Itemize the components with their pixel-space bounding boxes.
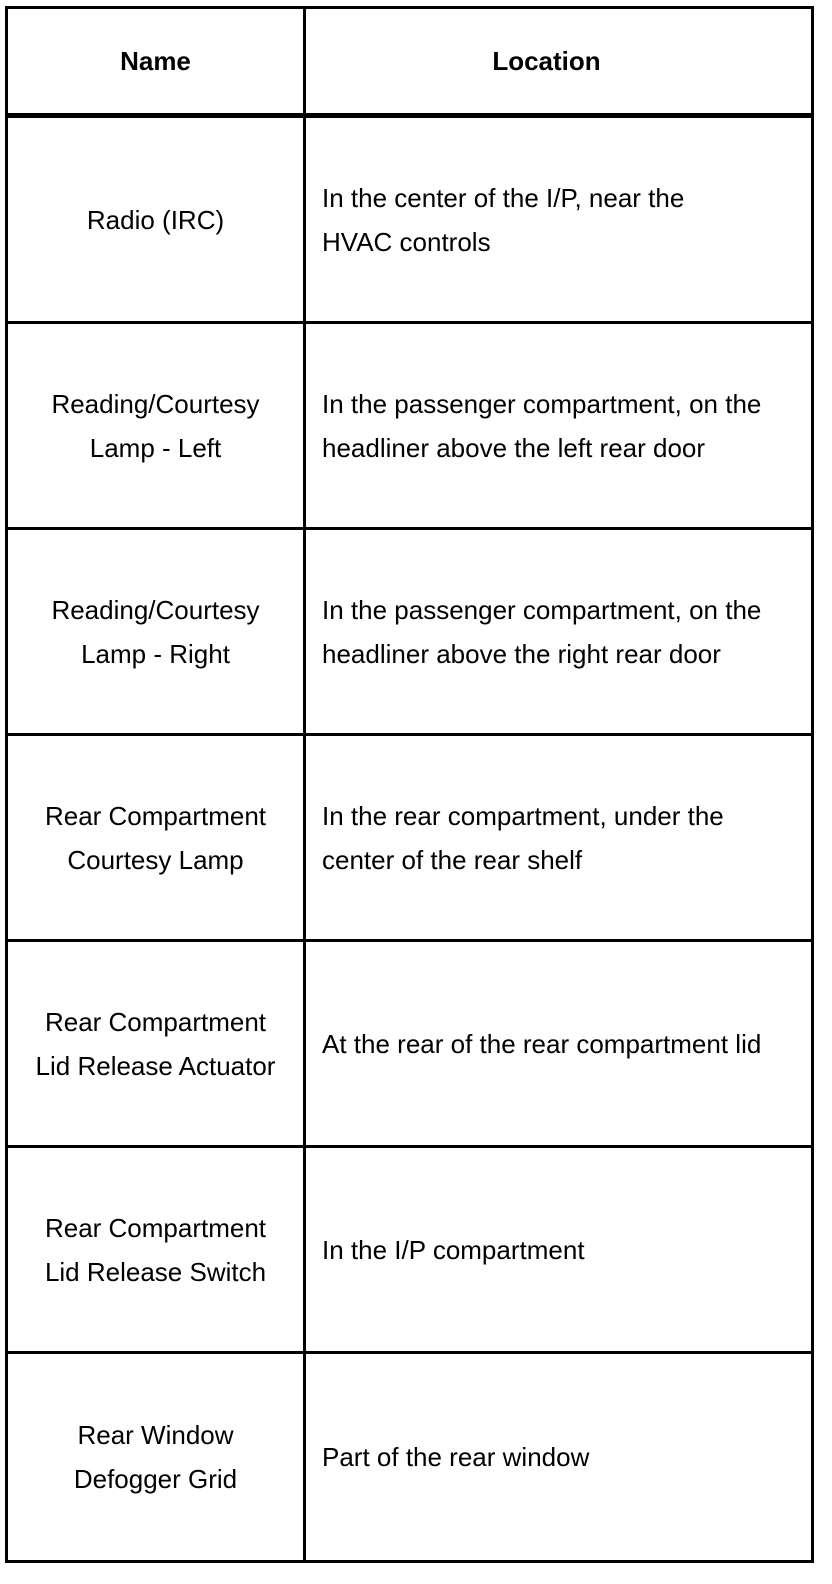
row-3-name-cell <box>8 530 306 736</box>
row-1-name-cell <box>8 118 306 324</box>
row-5-location-cell <box>306 942 811 1148</box>
row-6-name-cell <box>8 1148 306 1354</box>
row-2-name: Reading/Courtesy Lamp - Left <box>51 388 260 463</box>
row-6-name: Rear Compartment Lid Release Switch <box>44 1212 267 1287</box>
row-1-location-cell <box>306 118 811 324</box>
header-name <box>8 9 306 118</box>
header-location-label: Location <box>492 46 601 76</box>
row-4-location: In the rear compartment, under the center of the rear shelf <box>322 800 724 875</box>
row-4-name-cell <box>8 736 306 942</box>
row-1-name: Radio (IRC) <box>86 204 225 235</box>
row-3-name: Reading/Courtesy Lamp - Right <box>51 594 260 669</box>
component-location-table <box>5 6 814 1563</box>
row-2-location: In the passenger compartment, on the headliner above the left rear door <box>322 388 762 463</box>
row-4-name: Rear Compartment Courtesy Lamp <box>44 800 267 875</box>
row-4-location-cell <box>306 736 811 942</box>
row-7-name: Rear Window Defogger Grid <box>73 1420 238 1494</box>
row-7-name-cell <box>8 1354 306 1560</box>
row-1-location: In the center of the I/P, near the HVAC controls <box>322 182 685 257</box>
row-7-location-cell <box>306 1354 811 1560</box>
header-location <box>306 9 811 118</box>
row-6-location-cell <box>306 1148 811 1354</box>
row-7-location: Part of the rear window <box>322 1442 590 1472</box>
row-6-location: In the I/P compartment <box>322 1234 585 1265</box>
row-2-location-cell <box>306 324 811 530</box>
row-5-name: Rear Compartment Lid Release Actuator <box>35 1006 276 1081</box>
row-3-location: In the passenger compartment, on the headliner above the right rear door <box>322 594 762 669</box>
header-name-label: Name <box>120 46 191 76</box>
row-2-name-cell <box>8 324 306 530</box>
row-5-location: At the rear of the rear compartment lid <box>322 1028 762 1059</box>
row-3-location-cell <box>306 530 811 736</box>
row-5-name-cell <box>8 942 306 1148</box>
